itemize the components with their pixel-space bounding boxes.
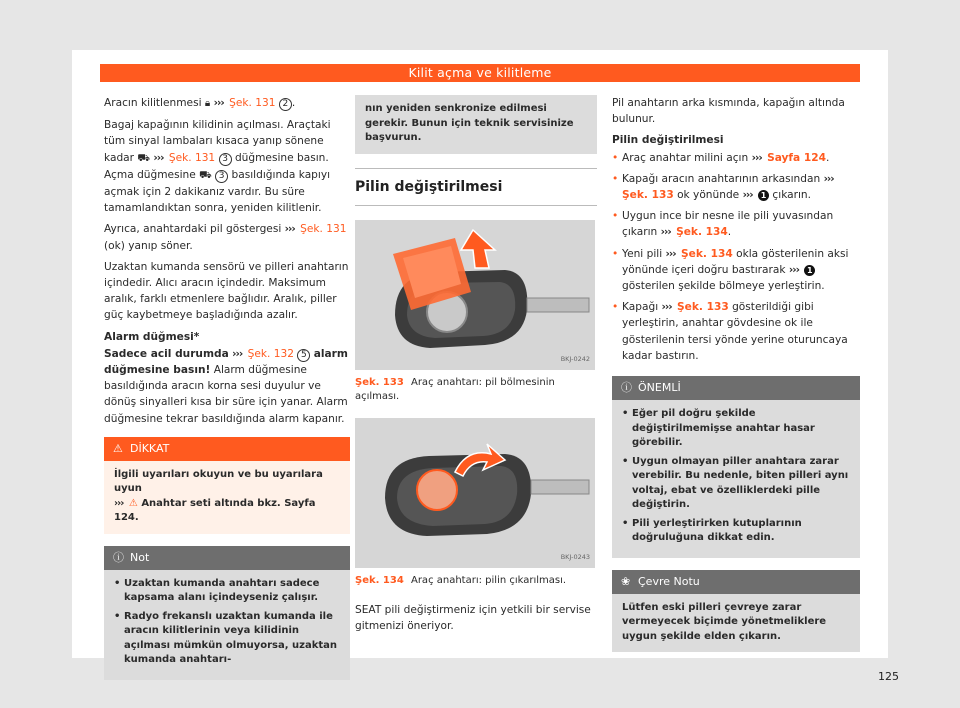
callout-number: 2 (279, 98, 292, 111)
figure-link[interactable]: Şek. 131 (300, 223, 347, 236)
step-item: • Araç anahtar milini açın ››› Sayfa 124. (612, 150, 860, 166)
note-item: • Radyo frekanslı uzaktan kumanda ile aracın kilitlerinin veya kilidinin açılması mümkün olmuyorsa, uzaktan kumanda anahtarı- (114, 610, 340, 668)
steps-heading: Pilin değiştirilmesi (612, 134, 724, 147)
manual-page (72, 50, 899, 683)
lock-icon: 🔒︎ (204, 98, 211, 109)
figure-link[interactable]: Şek. 134 (676, 226, 728, 239)
arrow-marker-icon: 1 (758, 190, 769, 201)
figure-133-image: BKJ-0242 (355, 220, 595, 370)
important-item: • Pili yerleştirirken kutuplarının doğruluğuna dikkat edin. (622, 517, 850, 546)
note-body (104, 570, 350, 680)
note-continuation: nın yeniden senkronize edilmesi gerekir. Bunun için teknik servisinize başvurun. (355, 95, 597, 154)
important-item: • Eğer pil doğru şekilde değiştirilmemişse anahtar hasar görebilir. (622, 407, 850, 451)
figure-link[interactable]: Şek. 131 (229, 97, 276, 109)
key-cover-illustration (355, 220, 595, 370)
figure-link[interactable]: Şek. 132 (247, 347, 294, 360)
callout-number: 5 (297, 349, 310, 362)
callout-number: 3 (215, 170, 228, 183)
info-icon: ⓘ (113, 550, 124, 564)
column-3 (612, 95, 860, 652)
page-number: 125 (878, 670, 899, 683)
callout-number: 3 (219, 153, 232, 166)
car-trunk-icon: ⛟ (137, 152, 150, 164)
figure-link[interactable]: Şek. 134 (681, 247, 733, 260)
paragraph-battery-indicator: Ayrıca, anahtardaki pil göstergesi ››› Şek. 131 (ok) yanıp söner. (104, 223, 347, 252)
figure-133-caption: Şek. 133 Araç anahtarı: pil bölmesinin açılması. (355, 376, 555, 402)
paragraph-trunk: Bagaj kapağının kilidinin açılması. Araçtaki tüm sinyal lambaları kısaca yanıp sönene kadar ⛟ ››› Şek. 131 3 düğmesine basın. Açma düğmesine ⛟ 3 basıldığında kapıyı açmak için 2 dakikanız vardır. Bu süre tamamlandıktan sonra, yeniden kilitlenir. (104, 119, 331, 215)
figure-link[interactable]: Şek. 133 (622, 189, 674, 202)
note-header: ⓘ Not (104, 546, 350, 570)
column-1 (104, 95, 350, 680)
warning-header: ⚠ DİKKAT (104, 437, 350, 461)
step-item: • Kapağı aracın anahtarının arkasından ››› Şek. 133 ok yönünde ››› 1 çıkarın. (612, 171, 860, 203)
figure-link[interactable]: Şek. 131 (168, 151, 216, 164)
arrow-marker-icon: 1 (804, 265, 815, 276)
warning-triangle-icon: ⚠ (113, 441, 123, 455)
important-item: • Uygun olmayan piller anahtara zarar verebilir. Bu nedenle, biten pilleri aynı voltaj, ebat ve özelliklerdeki pille değiştirin. (622, 455, 850, 513)
leaf-icon: ❀ (621, 574, 631, 588)
car-trunk-icon: ⛟ (199, 169, 212, 181)
paragraph-battery-location: Pil anahtarın arka kısmında, kapağın altında bulunur. (612, 97, 845, 126)
paragraph-locking: Aracın kilitlenmesi 🔒︎ ››› Şek. 131 2 . (104, 97, 296, 109)
note-box (104, 546, 350, 680)
figure-134-image: BKJ-0243 (355, 418, 595, 568)
step-item: • Yeni pili ››› Şek. 134 okla gösterilenin aksi yönünde içeri doğru bastırarak ››› 1 gösterilen şekilde bölmeye yerleştirin. (612, 246, 860, 295)
important-box (612, 376, 860, 558)
info-icon: ⓘ (621, 381, 632, 395)
paragraph-service: SEAT pili değiştirmeniz için yetkili bir servise gitmenizi öneriyor. (355, 603, 591, 632)
environment-box (612, 570, 860, 653)
important-header: ⓘ ÖNEMLİ (612, 376, 860, 400)
paragraph-alarm: Sadece acil durumda ››› Şek. 132 5 alarm düğmesine basın! Alarm düğmesine basıldığında aracın korna sesi duyulur ve dönüş sinyalleri kısa bir süre için yanar. Alarm düğmesine tekrar basıldığında alarm kapanır. (104, 347, 348, 425)
column-2 (355, 95, 597, 639)
figure-link[interactable]: Şek. 133 (677, 301, 729, 314)
environment-body: Lütfen eski pilleri çevreye zarar vermeyecek biçimde yönetmeliklere uygun şekilde elden çıkarın. (612, 594, 860, 653)
note-item: • Uzaktan kumanda anahtarı sadece kapsama alanı içindeyseniz çalışır. (114, 577, 340, 606)
page-header: Kilit açma ve kilitleme (100, 64, 860, 82)
warning-triangle-icon: ⚠ (128, 497, 138, 509)
figure-134-caption: Şek. 134 Araç anahtarı: pilin çıkarılması. (355, 574, 567, 586)
step-item: • Uygun ince bir nesne ile pili yuvasından çıkarın ››› Şek. 134. (612, 208, 860, 240)
environment-header: ❀ Çevre Notu (612, 570, 860, 594)
page-link[interactable]: Sayfa 124 (767, 151, 826, 164)
section-title: Pilin değiştirilmesi (355, 168, 597, 206)
warning-box (104, 437, 350, 534)
step-item: • Kapağı ››› Şek. 133 gösterildiği gibi yerleştirin, anahtar gövdesine ok ile gösterilenin tersi yönde yerine oturuncaya kadar bastırın. (612, 299, 860, 364)
alarm-heading: Alarm düğmesi* (104, 330, 200, 343)
paragraph-remote: Uzaktan kumanda sensörü ve pilleri anahtarın içindedir. Alıcı aracın içindedir. Maksimum aralık, farklı etmenlere bağlıdır. Aralık, piller güç kaybetmeye başladığında azalır. (104, 260, 349, 322)
important-body (612, 400, 860, 558)
key-battery-illustration (355, 418, 595, 568)
warning-body: İlgili uyarıları okuyun ve bu uyarılara uyun ››› ⚠ Anahtar seti altında bkz. Sayfa 124. (104, 461, 350, 534)
